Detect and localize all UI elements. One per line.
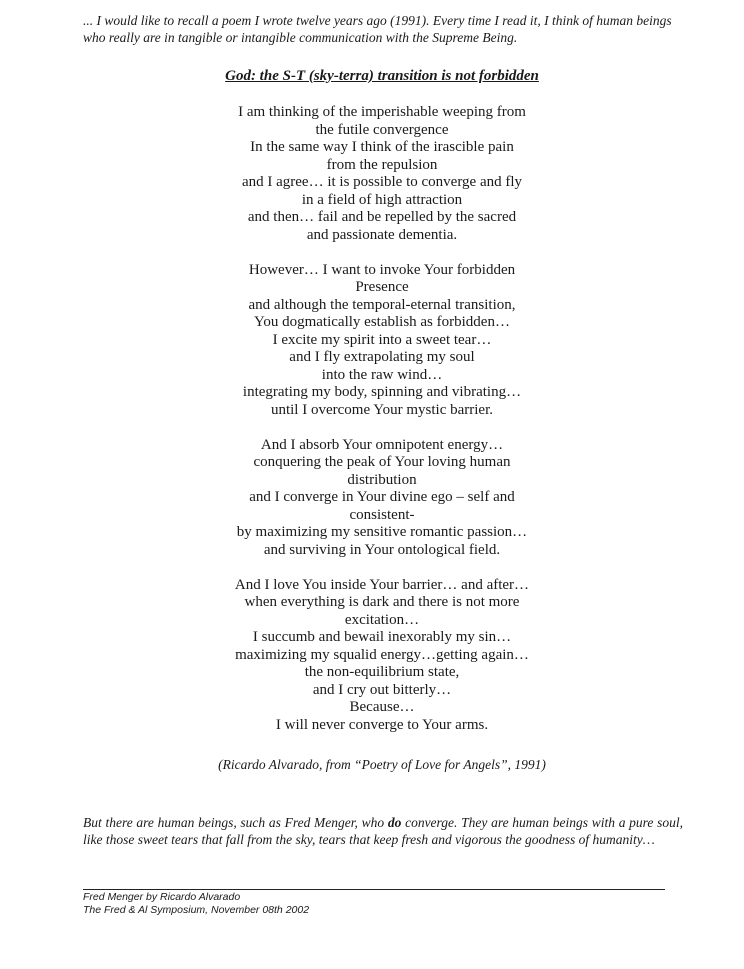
poem-line: In the same way I think of the irascible pain (250, 139, 514, 155)
poem-line: distribution (347, 471, 417, 488)
poem-line: and I converge in Your divine ego – self and (249, 489, 515, 505)
poem-line: the non-equilibrium state, (304, 664, 460, 680)
poem-body (0, 104, 744, 752)
closing-text-before: But there are human beings, such as Fred Menger, who (83, 815, 388, 830)
footer-event: The Fred & Al Symposium, November 08th 2002 (83, 904, 310, 916)
poem-line: and I cry out bitterly… (312, 681, 452, 698)
poem-title: God: the S-T (sky-terra) transition is not forbidden (225, 68, 539, 84)
poem-line: in a field of high attraction (301, 191, 463, 208)
poem-line: I am thinking of the imperishable weeping from (238, 104, 526, 120)
closing-text-after: converge. They are human beings with a pure soul, like those sweet tears that fall from the sky, tears that keep fresh and vigorous the goodness of humanity… (83, 815, 683, 847)
poem-line: by maximizing my sensitive romantic passion… (236, 524, 528, 540)
poem-line: when everything is dark and there is not more (244, 594, 520, 610)
footer (83, 891, 309, 917)
poem-stanza-1 (0, 104, 744, 244)
poem-line: and passionate dementia. (306, 226, 458, 243)
poem-line: excitation… (344, 611, 420, 628)
poem-line: Because… (349, 699, 415, 715)
poem-line: I excite my spirit into a sweet tear… (272, 331, 492, 348)
poem-line: and I agree… it is possible to converge and fly (241, 174, 523, 190)
poem-stanza-4 (0, 577, 744, 735)
poem-line: and surviving in Your ontological field. (263, 541, 501, 558)
footer-title: Fred Menger by Ricardo Alvarado (83, 891, 241, 903)
poem-line: and then… fail and be repelled by the sacred (247, 209, 517, 225)
poem-line: You dogmatically establish as forbidden… (254, 314, 510, 330)
poem-line: However… I want to invoke Your forbidden (248, 261, 516, 278)
closing-paragraph (83, 814, 683, 848)
poem-line: Presence (355, 279, 409, 295)
intro-paragraph: ... I would like to recall a poem I wrote twelve years ago (1991). Every time I read it, I think of human beings who really are in tangible or intangible communication with the Supreme Being. (83, 13, 672, 45)
poem-line: And I love You inside Your barrier… and after… (234, 576, 530, 593)
closing-emphasis: do (387, 815, 402, 830)
poem-line: I succumb and bewail inexorably my sin… (252, 629, 512, 645)
poem-line: And I absorb Your omnipotent energy… (260, 436, 504, 453)
poem-line: integrating my body, spinning and vibrating… (242, 384, 522, 400)
footer-divider (83, 889, 665, 890)
poem-line: and although the temporal-eternal transition, (248, 296, 516, 313)
poem-line: until I overcome Your mystic barrier. (270, 401, 494, 418)
poem-stanza-3 (0, 437, 744, 560)
poem-stanza-2 (0, 262, 744, 420)
poem-line: into the raw wind… (321, 366, 443, 383)
poem-line: I will never converge to Your arms. (275, 716, 489, 733)
poem-attribution: (Ricardo Alvarado, from “Poetry of Love for Angels”, 1991) (218, 757, 546, 772)
poem-line: consistent- (349, 506, 415, 523)
poem-line: the futile convergence (315, 121, 449, 138)
poem-line: conquering the peak of Your loving human (253, 454, 511, 470)
poem-line: and I fly extrapolating my soul (289, 349, 475, 365)
poem-line: from the repulsion (326, 156, 438, 173)
poem-line: maximizing my squalid energy…getting again… (235, 646, 529, 663)
